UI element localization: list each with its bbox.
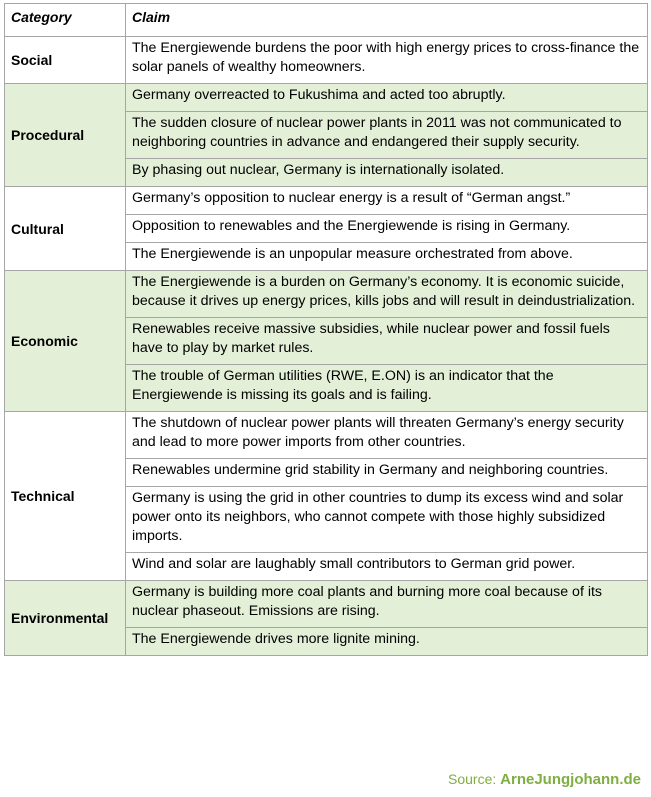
- claim-cell: Germany overreacted to Fukushima and acted too abruptly.: [126, 84, 648, 112]
- claim-cell: The Energiewende is a burden on Germany’s economy. It is economic suicide, because it drives up energy prices, kills jobs and will result in deindustrialization.: [126, 271, 648, 318]
- claim-cell: Germany’s opposition to nuclear energy is a result of “German angst.”: [126, 187, 648, 215]
- table-row: [5, 581, 648, 628]
- claim-cell: Opposition to renewables and the Energiewende is rising in Germany.: [126, 215, 648, 243]
- source-site: ArneJungjohann.de: [500, 771, 641, 788]
- header-category: Category: [5, 4, 126, 37]
- table-body: [5, 37, 648, 656]
- claim-cell: Germany is using the grid in other countries to dump its excess wind and solar power onto its neighbors, who cannot compete with those highly subsidized imports.: [126, 487, 648, 553]
- category-cell: Social: [5, 37, 126, 84]
- claim-cell: The Energiewende is an unpopular measure orchestrated from above.: [126, 243, 648, 271]
- table-row: [5, 412, 648, 459]
- category-cell: Procedural: [5, 84, 126, 187]
- claim-cell: The sudden closure of nuclear power plants in 2011 was not communicated to neighboring countries in advance and endangered their supply security.: [126, 112, 648, 159]
- category-cell: Economic: [5, 271, 126, 412]
- header-row: [5, 4, 648, 37]
- claim-cell: The Energiewende burdens the poor with high energy prices to cross-finance the solar panels of wealthy homeowners.: [126, 37, 648, 84]
- category-cell: Technical: [5, 412, 126, 581]
- claim-cell: Renewables undermine grid stability in Germany and neighboring countries.: [126, 459, 648, 487]
- source-credit: [448, 771, 641, 788]
- category-cell: Cultural: [5, 187, 126, 271]
- header-claim: Claim: [126, 4, 648, 37]
- claims-table: [4, 3, 648, 656]
- claim-cell: The Energiewende drives more lignite mining.: [126, 628, 648, 656]
- table-row: [5, 84, 648, 112]
- claim-cell: Renewables receive massive subsidies, while nuclear power and fossil fuels have to play by market rules.: [126, 318, 648, 365]
- claim-cell: By phasing out nuclear, Germany is internationally isolated.: [126, 159, 648, 187]
- table-row: [5, 187, 648, 215]
- claim-cell: The shutdown of nuclear power plants will threaten Germany’s energy security and lead to more power imports from other countries.: [126, 412, 648, 459]
- category-cell: Environmental: [5, 581, 126, 656]
- claim-cell: Germany is building more coal plants and burning more coal because of its nuclear phaseout. Emissions are rising.: [126, 581, 648, 628]
- claim-cell: Wind and solar are laughably small contributors to German grid power.: [126, 553, 648, 581]
- source-prefix: Source:: [448, 771, 501, 787]
- table-row: [5, 271, 648, 318]
- claim-cell: The trouble of German utilities (RWE, E.ON) is an indicator that the Energiewende is missing its goals and is failing.: [126, 365, 648, 412]
- table-row: [5, 37, 648, 84]
